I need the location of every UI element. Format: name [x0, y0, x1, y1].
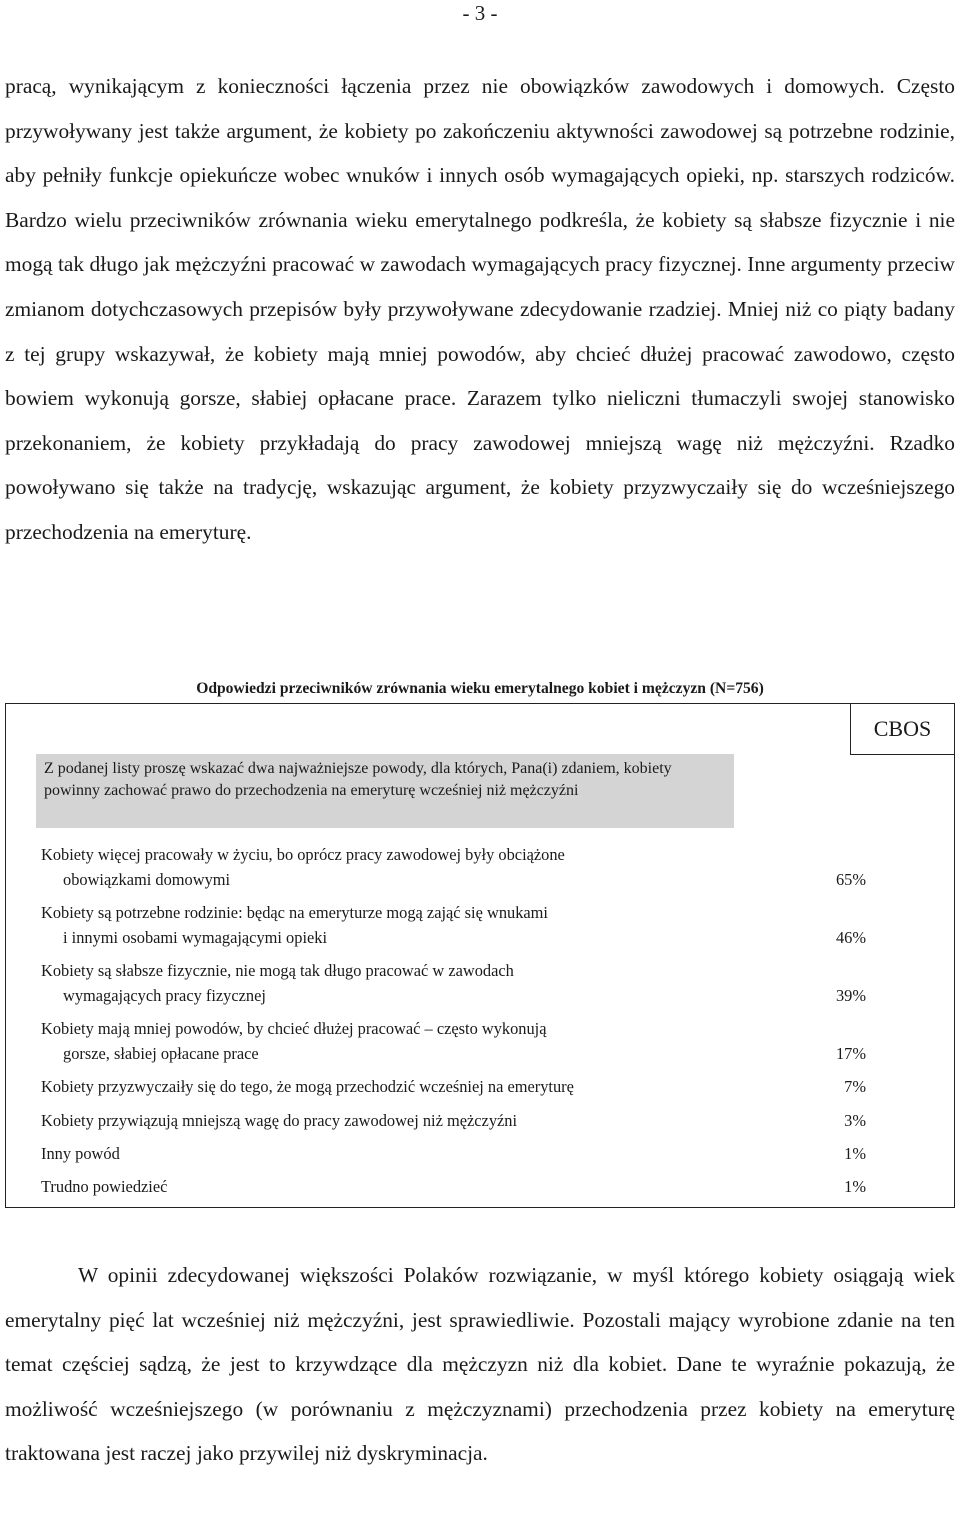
answer-label: Trudno powiedzieć: [41, 1177, 168, 1196]
answer-row: [41, 900, 866, 950]
answer-label: Kobiety są słabsze fizycznie, nie mogą tak długo pracować w zawodach: [41, 961, 514, 980]
answer-value: 46%: [835, 928, 866, 947]
answer-value: 7%: [844, 1077, 866, 1096]
answer-row: [41, 1141, 866, 1166]
answer-row: [41, 1016, 866, 1066]
answer-label: Kobiety mają mniej powodów, by chcieć dłużej pracować – często wykonują: [41, 1019, 547, 1038]
answer-row: [41, 1108, 866, 1133]
answer-value: 1%: [844, 1144, 866, 1163]
answer-value: 17%: [835, 1044, 866, 1063]
answer-label: Kobiety są potrzebne rodzinie: będąc na emeryturze mogą zająć się wnukami: [41, 903, 548, 922]
answer-value: 65%: [835, 870, 866, 889]
body-paragraph-1: pracą, wynikającym z konieczności łączenia przez nie obowiązków zawodowych i domowych. Często przywoływany jest także argument, że kobiety po zakończeniu aktywności zawodowej są potrzebne rodzinie, aby pełniły funkcje opiekuńcze wobec wnuków i innych osób wymagających opieki, np. starszych rodziców. Bardzo wielu przeciwników zrównania wieku emerytalnego podkreśla, że kobiety są słabsze fizycznie i nie mogą tak długo jak mężczyźni pracować w zawodach wymagających pracy fizycznej. Inne argumenty przeciw zmianom dotychczasowych przepisów były przywoływane zdecydowanie rzadziej. Mniej niż co piąty badany z tej grupy wskazywał, że kobiety mają mniej powodów, aby chcieć dłużej pracować zawodowo, często bowiem wykonują gorsze, słabiej opłacane prace. Zarazem tylko nieliczni tłumaczyli swojej stanowisko przekonaniem, że kobiety przykładają do pracy zawodowej mniejszą wagę niż mężczyźni. Rzadko powoływano się także na tradycję, wskazując argument, że kobiety przyzwyczaiły się do wcześniejszego przechodzenia na emeryturę.: [5, 74, 955, 544]
answer-label: Kobiety przyzwyczaiły się do tego, że mogą przechodzić wcześniej na emeryturę: [41, 1077, 574, 1096]
table-title: Odpowiedzi przeciwników zrównania wieku emerytalnego kobiet i mężczyzn (N=756): [196, 680, 764, 697]
answer-label-cont: gorsze, słabiej opłacane prace: [63, 1044, 259, 1063]
answer-value: 1%: [844, 1177, 866, 1196]
answer-value: 39%: [835, 986, 866, 1005]
survey-table: [5, 703, 955, 1208]
survey-question: Z podanej listy proszę wskazać dwa najważniejsze powody, dla których, Pana(i) zdaniem, kobiety powinny zachować prawo do przechodzenia na emeryturę wcześniej niż mężczyźni: [36, 754, 734, 828]
answer-row: [41, 1074, 866, 1099]
source-label: CBOS: [850, 703, 955, 755]
answer-label-cont: obowiązkami domowymi: [63, 870, 231, 889]
answer-row: [41, 842, 866, 892]
page-number: - 3 -: [462, 1, 498, 25]
answer-label: Inny powód: [41, 1144, 120, 1163]
body-paragraph-2: W opinii zdecydowanej większości Polaków rozwiązanie, w myśl którego kobiety osiągają wiek emerytalny pięć lat wcześniej niż mężczyźni, jest sprawiedliwie. Pozostali mający wyrobione zdanie na ten temat częściej sądzą, że jest to krzywdzące dla mężczyzn niż dla kobiet. Dane te wyraźnie pokazują, że możliwość wcześniejszego (w porównaniu z mężczyznami) przechodzenia przez kobiety na emeryturę traktowana jest raczej jako przywilej niż dyskryminacja.: [5, 1263, 955, 1466]
answer-row: [41, 1174, 866, 1199]
answer-value: 3%: [844, 1111, 866, 1130]
answer-label-cont: wymagających pracy fizycznej: [63, 986, 266, 1005]
answer-row: [41, 958, 866, 1008]
answer-label: Kobiety więcej pracowały w życiu, bo oprócz pracy zawodowej były obciążone: [41, 845, 565, 864]
answer-label: Kobiety przywiązują mniejszą wagę do pracy zawodowej niż mężczyźni: [41, 1111, 518, 1130]
answer-label-cont: i innymi osobami wymagającymi opieki: [63, 928, 328, 947]
